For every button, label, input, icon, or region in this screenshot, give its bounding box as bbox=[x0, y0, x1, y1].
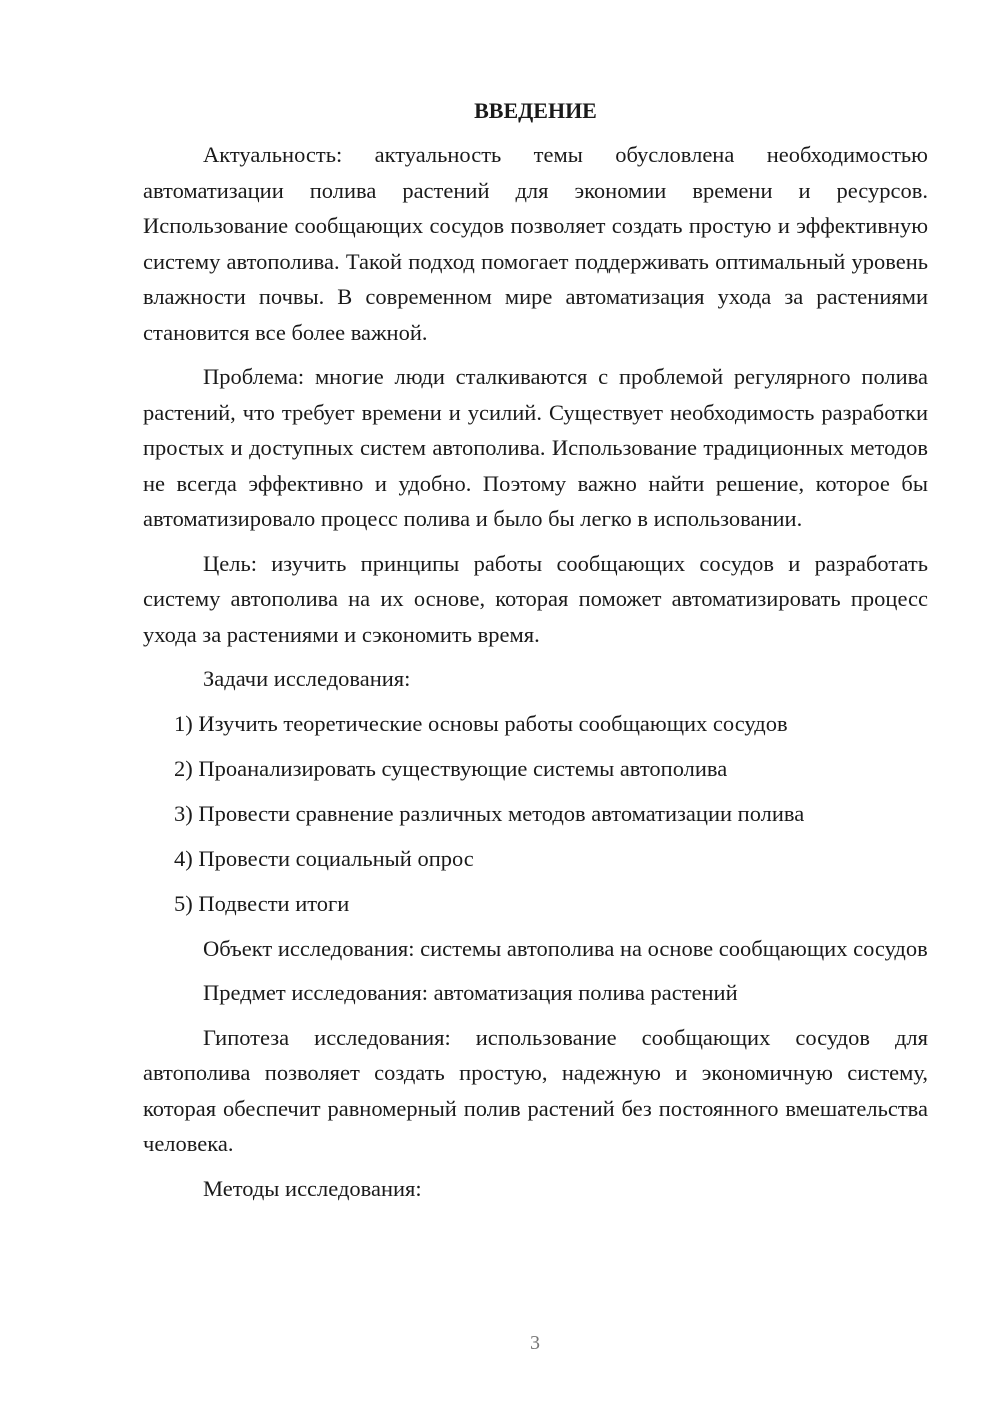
paragraph-object: Объект исследования: системы автополива на основе сообщающих сосудов bbox=[203, 935, 928, 961]
list-item: 5) Подвести итоги bbox=[174, 890, 350, 916]
list-item: 4) Провести социальный опрос bbox=[174, 845, 474, 871]
tasks-list bbox=[143, 706, 928, 922]
paragraph-relevance: Актуальность: актуальность темы обусловлена необходимостью автоматизации полива растений для экономии времени и ресурсов. Использование сообщающих сосудов позволяет создать простую и эффективную систему автополива. Такой подход помогает поддерживать оптимальный уровень влажности почвы. В современном мире автоматизация ухода за растениями становится все более важной. bbox=[143, 142, 928, 345]
page-number: 3 bbox=[530, 1332, 540, 1354]
list-item: 2) Проанализировать существующие системы автополива bbox=[174, 755, 728, 781]
page-title: ВВЕДЕНИЕ bbox=[474, 98, 597, 123]
tasks-heading: Задачи исследования: bbox=[203, 666, 411, 691]
list-item: 1) Изучить теоретические основы работы сообщающих сосудов bbox=[174, 710, 788, 736]
paragraph-methods-heading: Методы исследования: bbox=[203, 1175, 422, 1201]
paragraph-problem: Проблема: многие люди сталкиваются с проблемой регулярного полива растений, что требует времени и усилий. Существует необходимость разработки простых и доступных систем автополива. Использование традиционных методов не всегда эффективно и удобно. Поэтому важно найти решение, которое бы автоматизировало процесс полива и было бы легко в использовании. bbox=[143, 364, 928, 531]
paragraph-goal: Цель: изучить принципы работы сообщающих сосудов и разработать систему автополива на их основе, которая поможет автоматизировать процесс ухода за растениями и сэкономить время. bbox=[143, 550, 928, 647]
paragraph-hypothesis: Гипотеза исследования: использование сообщающих сосудов для автополива позволяет создать простую, надежную и экономичную систему, которая обеспечит равномерный полив растений без постоянного вмешательства человека. bbox=[143, 1024, 928, 1156]
document-page bbox=[143, 96, 928, 1215]
list-item: 3) Провести сравнение различных методов автоматизации полива bbox=[174, 800, 805, 826]
paragraph-subject: Предмет исследования: автоматизация полива растений bbox=[203, 980, 738, 1005]
